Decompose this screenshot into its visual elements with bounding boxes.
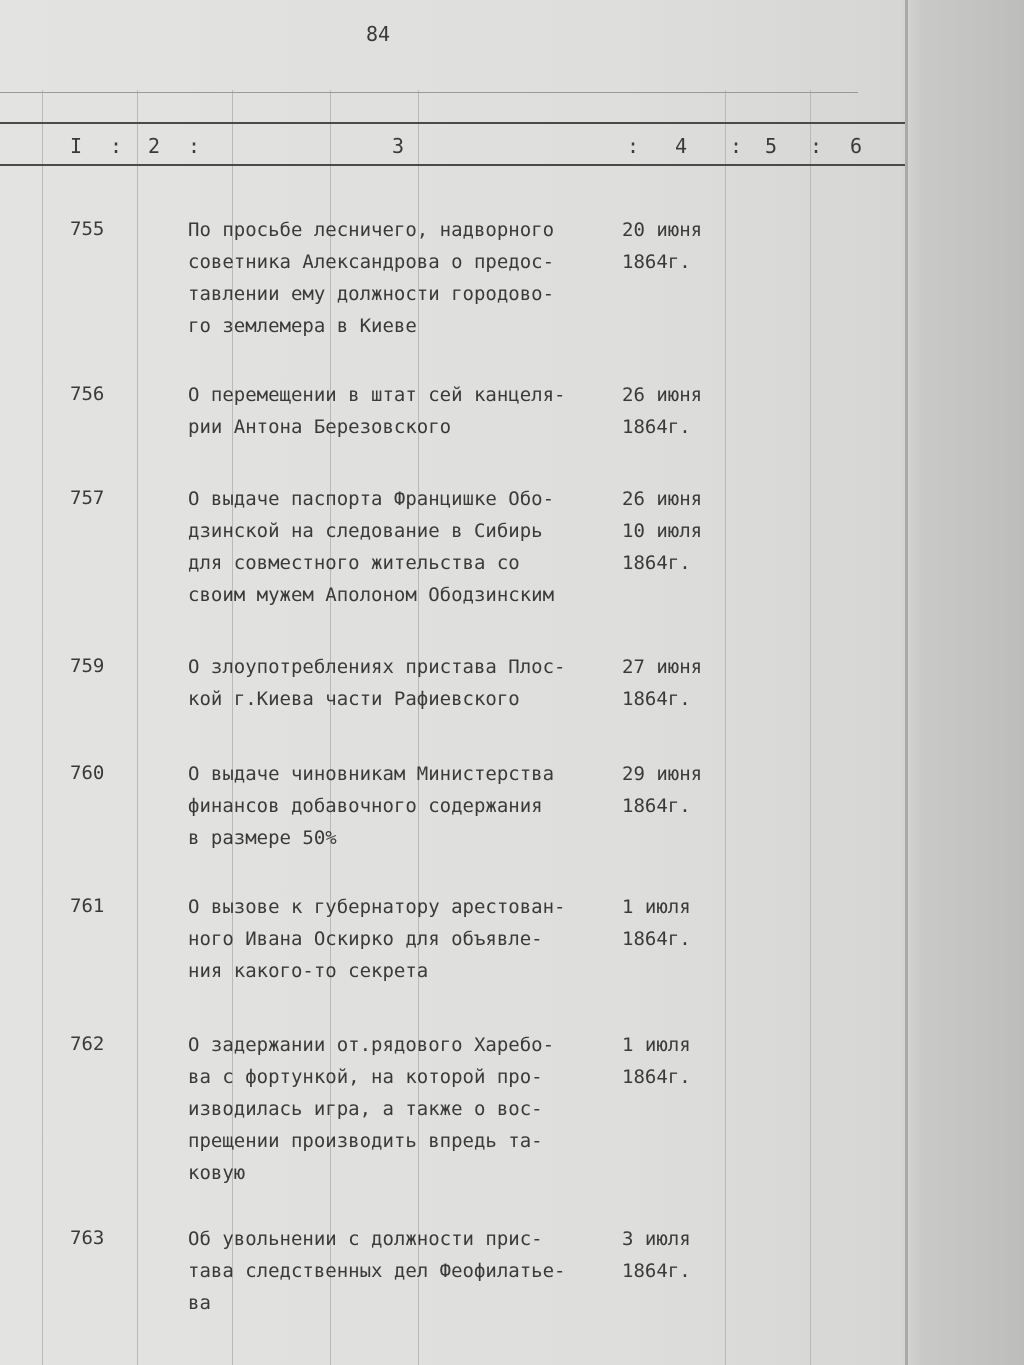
date-line: 26 июня [622,488,703,510]
header-rule [0,122,905,124]
description-line: дзинской на следование в Сибирь [188,520,543,542]
date-line: 1864г. [622,928,691,950]
date-line: 29 июня [622,763,703,785]
description-line: кой г.Киева части Рафиевского [188,688,520,710]
entry-description [188,891,566,987]
date-line: 1864г. [622,251,691,273]
description-line: ва с фортункой, на которой про- [188,1066,543,1088]
entry-date [622,1029,691,1093]
date-line: 1864г. [622,795,691,817]
description-line: О злоупотреблениях пристава Плос- [188,656,566,678]
date-line: 20 июня [622,219,703,241]
column-header-1: I [70,134,83,158]
entry-number: 761 [70,895,105,917]
column-header-4: 4 [675,134,688,158]
header-separator: : [110,134,123,158]
date-line: 27 июня [622,656,703,678]
description-line: финансов добавочного содержания [188,795,543,817]
entry-description [188,758,554,854]
description-line: изводилась игра, а также о вос- [188,1098,543,1120]
column-rule [725,90,726,1365]
description-line: в размере 50% [188,827,337,849]
description-line: О перемещении в штат сей канцеля- [188,384,566,406]
date-line: 10 июля [622,520,703,542]
header-separator: : [730,134,743,158]
entry-date [622,1223,691,1287]
entry-description [188,483,554,611]
description-line: О вызове к губернатору арестован- [188,896,566,918]
date-line: 1 июля [622,1034,691,1056]
date-line: 1864г. [622,1066,691,1088]
entry-date [622,214,702,278]
date-line: 1 июля [622,896,691,918]
header-separator: : [810,134,823,158]
entry-date [622,891,691,955]
date-line: 1864г. [622,552,691,574]
entry-number: 757 [70,487,105,509]
entry-date [622,651,702,715]
description-line: ва [188,1292,211,1314]
entry-number: 762 [70,1033,105,1055]
header-rule [0,92,858,93]
description-line: По просьбе лесничего, надворного [188,219,555,241]
entry-date [622,483,702,579]
description-line: тава следственных дел Феофилатье- [188,1260,566,1282]
column-rule [42,90,43,1365]
date-line: 1864г. [622,416,691,438]
entry-number: 760 [70,762,105,784]
entry-description [188,214,554,342]
date-line: 3 июля [622,1228,691,1250]
entry-description [188,1223,566,1319]
description-line: своим мужем Аполоном Ободзинским [188,584,555,606]
date-line: 1864г. [622,688,691,710]
entry-number: 759 [70,655,105,677]
column-rule [810,90,811,1365]
column-header-5: 5 [765,134,778,158]
description-line: ковую [188,1162,246,1184]
column-header-6: 6 [850,134,863,158]
description-line: О задержании от.рядового Харебо- [188,1034,555,1056]
column-rule [137,90,138,1365]
entry-description [188,379,566,443]
description-line: советника Александрова о предос- [188,251,555,273]
entry-number: 763 [70,1227,105,1249]
description-line: ния какого-то секрета [188,960,429,982]
header-rule [0,164,905,166]
entry-date [622,379,702,443]
column-header-2: 2 [148,134,161,158]
description-line: рии Антона Березовского [188,416,452,438]
date-line: 26 июня [622,384,703,406]
entry-description [188,651,566,715]
header-separator: : [188,134,201,158]
description-line: Об увольнении с должности прис- [188,1228,543,1250]
entry-date [622,758,702,822]
description-line: го землемера в Киеве [188,315,417,337]
entry-number: 756 [70,383,105,405]
entry-number: 755 [70,218,105,240]
column-header-3: 3 [392,134,405,158]
page-edge [905,0,908,1365]
header-separator: : [627,134,640,158]
description-line: тавлении ему должности городово- [188,283,555,305]
description-line: для совместного жительства со [188,552,520,574]
description-line: ного Ивана Оскирко для объявле- [188,928,543,950]
date-line: 1864г. [622,1260,691,1282]
entry-description [188,1029,554,1189]
description-line: О выдаче чиновникам Министерства [188,763,555,785]
description-line: прещении производить впредь та- [188,1130,543,1152]
description-line: О выдаче паспорта Францишке Обо- [188,488,555,510]
page-number: 84 [366,22,391,46]
